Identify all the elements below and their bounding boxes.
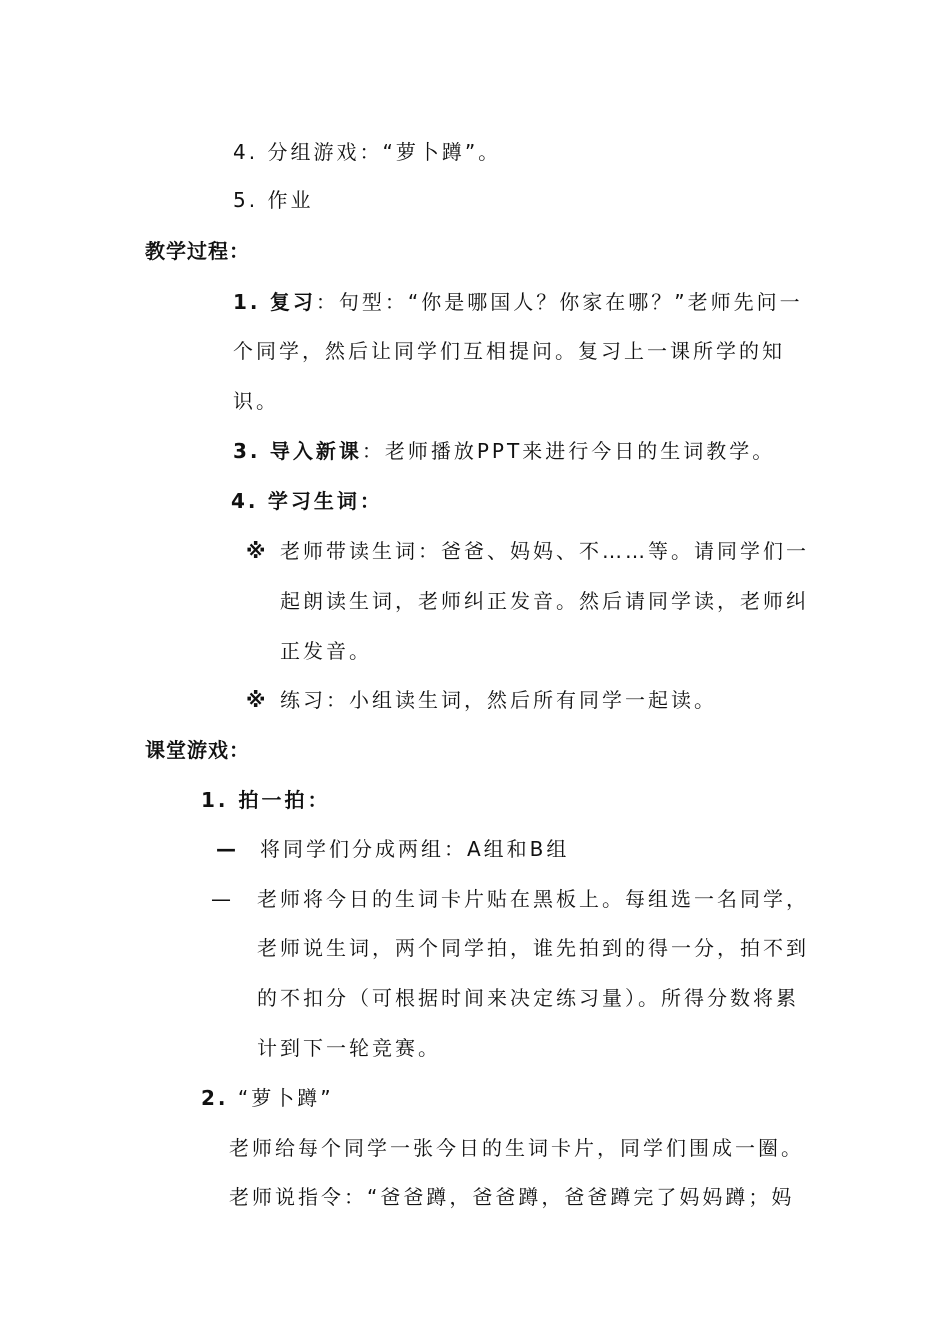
vocab-colon: ：: [359, 489, 383, 513]
agenda-text: 作业: [267, 188, 314, 212]
vocab-number: 4.: [231, 489, 259, 513]
section-heading-process: 教学过程：: [145, 239, 250, 263]
step-text: 老师将今日的生词卡片贴在黑板上。每组选一名同学，: [257, 887, 809, 911]
intro-line: [233, 437, 775, 465]
review-text: ：句型：“你是哪国人？你家在哪？”老师先问一: [315, 290, 803, 314]
game-2-line-2: 老师说指令：“爸爸蹲，爸爸蹲，爸爸蹲完了妈妈蹲；妈: [229, 1185, 795, 1209]
intro-number: 3.: [233, 439, 261, 463]
intro-label: 导入新课: [269, 439, 362, 463]
vocab-heading: [231, 487, 383, 515]
section-heading-games: 课堂游戏：: [145, 738, 250, 762]
agenda-item-5: [233, 186, 313, 214]
vocab-item-2: [246, 686, 717, 714]
dash-icon: —: [211, 887, 234, 911]
review-number: 1.: [233, 290, 261, 314]
intro-text: ：老师播放PPT来进行今日的生词教学。: [361, 439, 776, 463]
dash-icon: —: [216, 837, 239, 861]
reference-mark-icon: ※: [246, 688, 269, 712]
review-line-1: [233, 288, 803, 316]
vocab-item-text: 老师带读生词：爸爸、妈妈、不……等。请同学们一: [280, 539, 809, 563]
review-line-3: 识。: [233, 389, 279, 413]
game-1-step-2-line-2: 老师说生词，两个同学拍，谁先拍到的得一分，拍不到: [257, 936, 809, 960]
review-label: 复习: [269, 290, 316, 314]
step-text: 将同学们分成两组：A组和B组: [260, 837, 570, 861]
game-1-step-1: [216, 835, 569, 863]
vocab-item-1-line-1: [246, 537, 809, 565]
game-1-step-2-line-4: 计到下一轮竞赛。: [257, 1036, 441, 1060]
vocab-item-text: 练习：小组读生词，然后所有同学一起读。: [280, 688, 717, 712]
vocab-item-1-line-3: 正发音。: [280, 639, 372, 663]
agenda-number: 4.: [233, 140, 259, 164]
game-2-number: 2.: [201, 1086, 229, 1110]
vocab-label: 学习生词: [267, 489, 360, 513]
reference-mark-icon: ※: [246, 539, 269, 563]
review-line-2: 个同学，然后让同学们互相提问。复习上一课所学的知: [233, 339, 785, 363]
game-2-line-1: 老师给每个同学一张今日的生词卡片，同学们围成一圈。: [229, 1136, 804, 1160]
game-2-title: [201, 1084, 334, 1112]
game-1-step-2-line-3: 的不扣分（可根据时间来决定练习量）。所得分数将累: [257, 986, 799, 1010]
agenda-number: 5.: [233, 188, 259, 212]
game-2-title-text: “萝卜蹲”: [237, 1086, 334, 1110]
game-1-title: 1. 拍一拍：: [201, 788, 331, 812]
vocab-item-1-line-2: 起朗读生词，老师纠正发音。然后请同学读，老师纠: [280, 589, 809, 613]
agenda-text: 分组游戏：“萝卜蹲”。: [267, 140, 502, 164]
agenda-item-4: [233, 138, 501, 166]
game-1-step-2-line-1: [211, 885, 809, 913]
